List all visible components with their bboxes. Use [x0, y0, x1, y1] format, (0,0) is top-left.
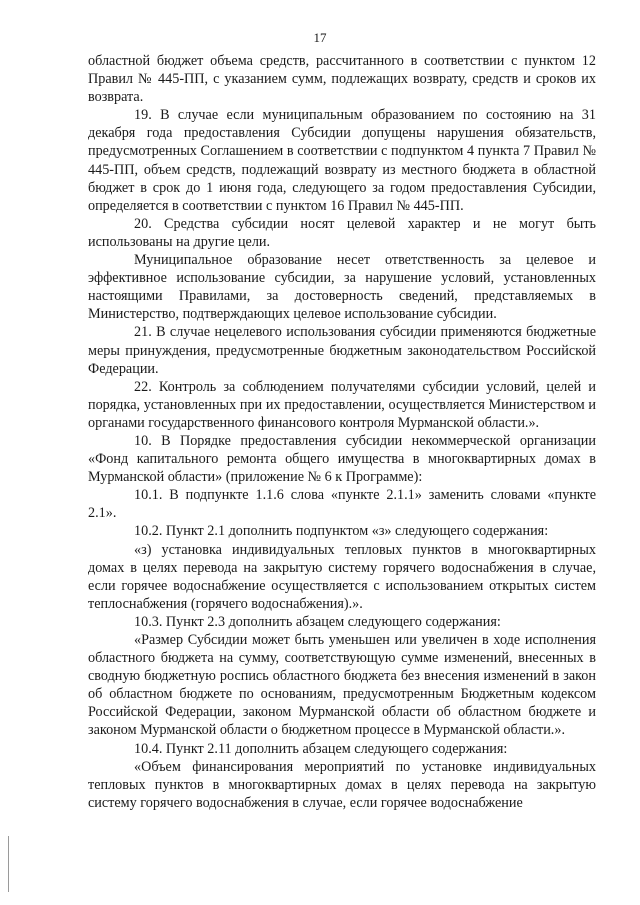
scan-edge-line	[8, 836, 9, 892]
paragraph-subsidy-size: «Размер Субсидии может быть уменьшен или увеличен в ходе исполнения областного бюджета на сумму, соответствующую сумме изменений, внесенных в сводную бюджетную роспись областного бюджета без внесения изменений в закон об областном бюджете по основаниям, предусмотренным Бюджетным кодексом Российской Федерации, законом Мурманской области об областном бюджете и законом Мурманской области о бюджетном процессе в Мурманской области.».	[88, 632, 596, 739]
paragraph-subitem-z: «з) установка индивидуальных тепловых пунктов в многоквартирных домах в целях перевода на закрытую систему горячего водоснабжения в случае, если горячее водоснабжение осуществляется с использованием открытых систем теплоснабжения (горячего водоснабжения).».	[88, 541, 596, 612]
paragraph-continuation: областной бюджет объема средств, рассчитанного в соответствии с пунктом 12 Правил № 445-ПП, с указанием сумм, подлежащих возврату, средств и сроков их возврата.	[88, 53, 596, 106]
paragraph-financing-volume: «Объем финансирования мероприятий по установке индивидуальных тепловых пунктов в многоквартирных домах в целях перевода на закрытую систему горячего водоснабжения в случае, если горячее водоснабжение	[88, 758, 596, 811]
paragraph-10-1: 10.1. В подпункте 1.1.6 слова «пункте 2.1.1» заменить словами «пункте 2.1».	[88, 487, 596, 522]
paragraph-22: 22. Контроль за соблюдением получателями субсидии условий, целей и порядка, установленных при их предоставлении, осуществляется Министерством и органами государственного финансового контроля Мурманской области.».	[88, 378, 596, 431]
page-number: 17	[313, 30, 327, 45]
paragraph-20: 20. Средства субсидии носят целевой характер и не могут быть использованы на другие цели.	[88, 215, 596, 250]
document-body	[88, 52, 596, 812]
paragraph-10-3: 10.3. Пункт 2.3 дополнить абзацем следующего содержания:	[134, 613, 501, 630]
paragraph-21: 21. В случае нецелевого использования субсидии применяются бюджетные меры принуждения, предусмотренные бюджетным законодательством Российской Федерации.	[88, 324, 596, 377]
paragraph-10-2: 10.2. Пункт 2.1 дополнить подпунктом «з» следующего содержания:	[134, 523, 549, 540]
paragraph-10: 10. В Порядке предоставления субсидии некоммерческой организации «Фонд капитального ремонта общего имущества в многоквартирных домах в Мурманской области» (приложение № 6 к Программе):	[88, 432, 596, 486]
paragraph-19: 19. В случае если муниципальным образованием по состоянию на 31 декабря года предоставления Субсидии допущены нарушения обязательств, предусмотренных Соглашением в соответствии с подпунктом 4 пункта 7 Правил № 445-ПП, объем средств, подлежащий возврату из местного бюджета в областной бюджет в срок до 1 июня года, следующего за годом предоставления Субсидии, определяется в соответствии с пунктом 16 Правил № 445-ПП.	[88, 107, 596, 214]
paragraph-10-4: 10.4. Пункт 2.11 дополнить абзацем следующего содержания:	[134, 740, 508, 757]
paragraph-responsibility: Муниципальное образование несет ответственность за целевое и эффективное использование субсидии, за нарушение условий, установленных настоящими Правилами, за достоверность сведений, представляемых в Министерство, подтверждающих целевое использование субсидии.	[88, 252, 596, 323]
